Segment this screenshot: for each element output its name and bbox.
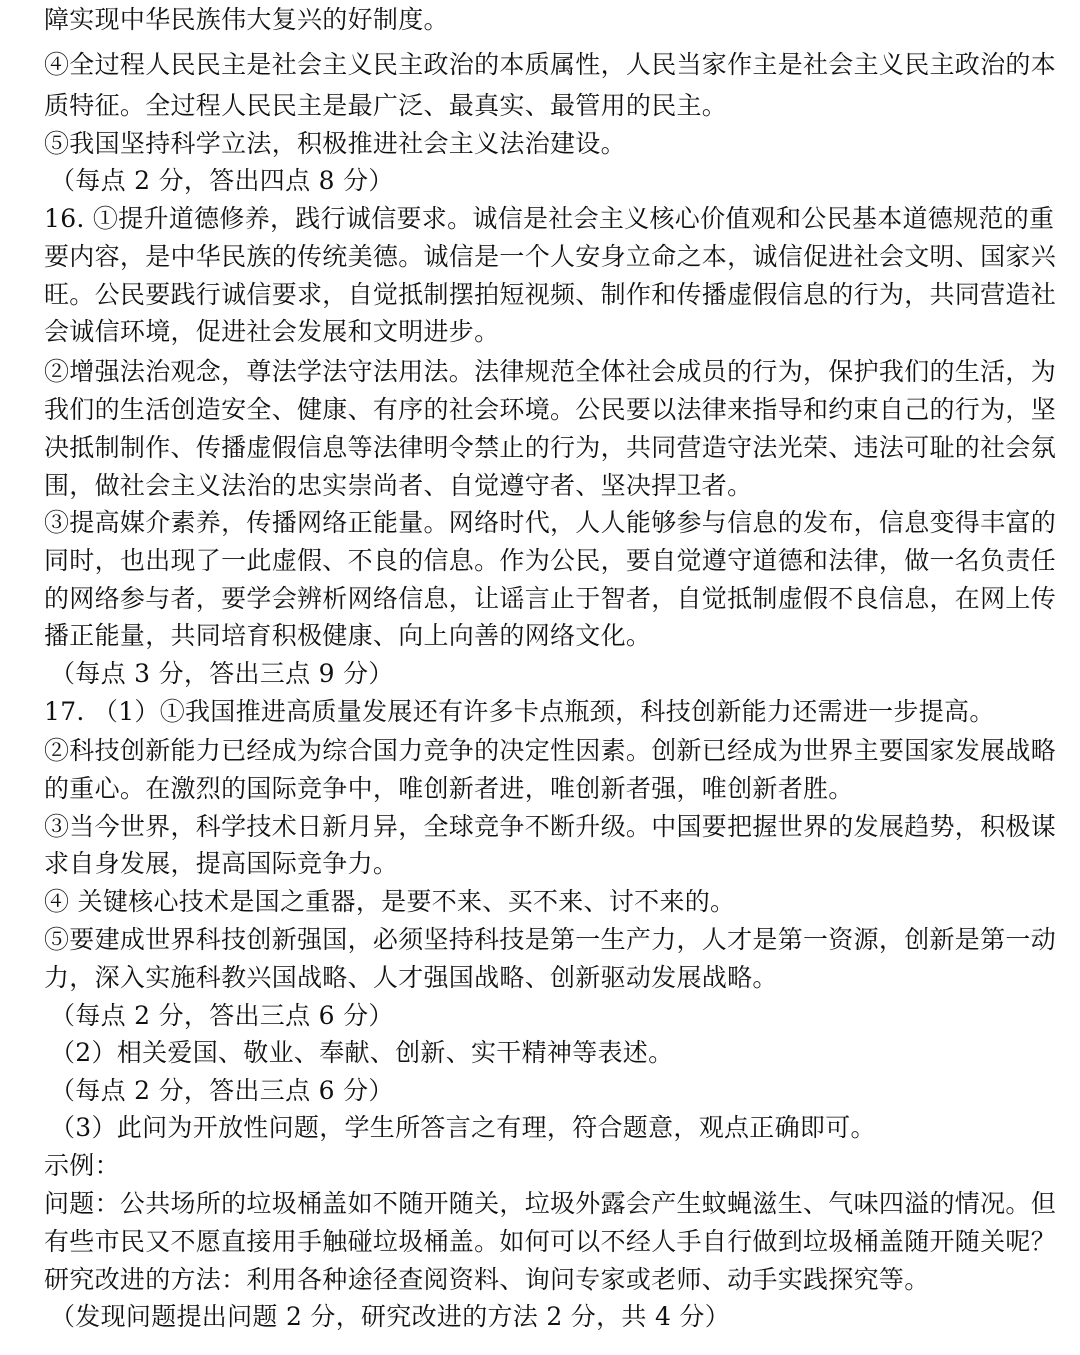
text-line: （2）相关爱国、敬业、奉献、创新、实干精神等表述。 xyxy=(50,1038,674,1067)
text-line: 问题：公共场所的垃圾桶盖如不随开随关，垃圾外露会产生蚊蝇滋生、气味四溢的情况。但 xyxy=(44,1189,1057,1218)
text-line: 有些市民又不愿直接用手触碰垃圾桶盖。如何可以不经人手自行做到垃圾桶盖随开随关呢？ xyxy=(44,1227,1057,1256)
scoring-note: （每点 2 分，答出三点 6 分） xyxy=(50,1001,394,1030)
text-line: 我们的生活创造安全、健康、有序的社会环境。公民要以法律来指导和约束自己的行为，坚 xyxy=(44,395,1057,424)
text-line: ⑤我国坚持科学立法，积极推进社会主义法治建设。 xyxy=(44,129,626,158)
scoring-note: （每点 2 分，答出四点 8 分） xyxy=(50,166,394,195)
text-line: 会诚信环境，促进社会发展和文明进步。 xyxy=(44,317,500,346)
text-line: 的重心。在激烈的国际竞争中，唯创新者进，唯创新者强，唯创新者胜。 xyxy=(44,774,854,803)
text-line: ③当今世界，科学技术日新月异，全球竞争不断升级。中国要把握世界的发展趋势，积极谋 xyxy=(44,812,1057,841)
text-line: （3）此问为开放性问题，学生所答言之有理，符合题意，观点正确即可。 xyxy=(50,1113,876,1142)
text-line: 障实现中华民族伟大复兴的好制度。 xyxy=(44,5,449,34)
text-line: 力，深入实施科教兴国战略、人才强国战略、创新驱动发展战略。 xyxy=(44,963,778,992)
text-line: 同时，也出现了一此虚假、不良的信息。作为公民，要自觉遵守道德和法律，做一名负责任 xyxy=(44,546,1057,575)
text-line: 质特征。全过程人民民主是最广泛、最真实、最管用的民主。 xyxy=(44,91,728,120)
scoring-note: （每点 2 分，答出三点 6 分） xyxy=(50,1076,394,1105)
text-line: 旺。公民要践行诚信要求，自觉抵制摆拍短视频、制作和传播虚假信息的行为，共同营造社 xyxy=(44,280,1057,309)
text-line: 播正能量，共同培育积极健康、向上向善的网络文化。 xyxy=(44,621,652,650)
question-17-line: 17. （1）①我国推进高质量发展还有许多卡点瓶颈，科技创新能力还需进一步提高。 xyxy=(44,697,995,726)
scoring-note: （每点 3 分，答出三点 9 分） xyxy=(50,659,394,688)
text-line: 决抵制制作、传播虚假信息等法律明令禁止的行为，共同营造守法光荣、违法可耻的社会氛 xyxy=(44,433,1057,462)
text-line: ②增强法治观念，尊法学法守法用法。法律规范全体社会成员的行为，保护我们的生活，为 xyxy=(44,357,1057,386)
text-line: 围，做社会主义法治的忠实崇尚者、自觉遵守者、坚决捍卫者。 xyxy=(44,471,753,500)
text-line: ⑤要建成世界科技创新强国，必须坚持科技是第一生产力，人才是第一资源，创新是第一动 xyxy=(44,925,1057,954)
text-line: ④全过程人民民主是社会主义民主政治的本质属性，人民当家作主是社会主义民主政治的本 xyxy=(44,50,1057,79)
text-line: 的网络参与者，要学会辨析网络信息，让谣言止于智者，自觉抵制虚假不良信息，在网上传 xyxy=(44,584,1057,613)
text-line: ④ 关键核心技术是国之重器，是要不来、买不来、讨不来的。 xyxy=(44,887,736,916)
text-line: ②科技创新能力已经成为综合国力竞争的决定性因素。创新已经成为世界主要国家发展战略 xyxy=(44,736,1057,765)
question-16-line: 16. ①提升道德修养，践行诚信要求。诚信是社会主义核心价值观和公民基本道德规范的重 xyxy=(44,204,1055,233)
scoring-note: （发现问题提出问题 2 分，研究改进的方法 2 分，共 4 分） xyxy=(50,1302,730,1331)
text-line: 要内容，是中华民族的传统美德。诚信是一个人安身立命之本，诚信促进社会文明、国家兴 xyxy=(44,242,1057,271)
text-line: ③提高媒介素养，传播网络正能量。网络时代，人人能够参与信息的发布，信息变得丰富的 xyxy=(44,508,1057,537)
text-line: 求自身发展，提高国际竞争力。 xyxy=(44,849,399,878)
text-line: 研究改进的方法：利用各种途径查阅资料、询问专家或老师、动手实践探究等。 xyxy=(44,1265,930,1294)
text-line: 示例： xyxy=(44,1151,120,1180)
